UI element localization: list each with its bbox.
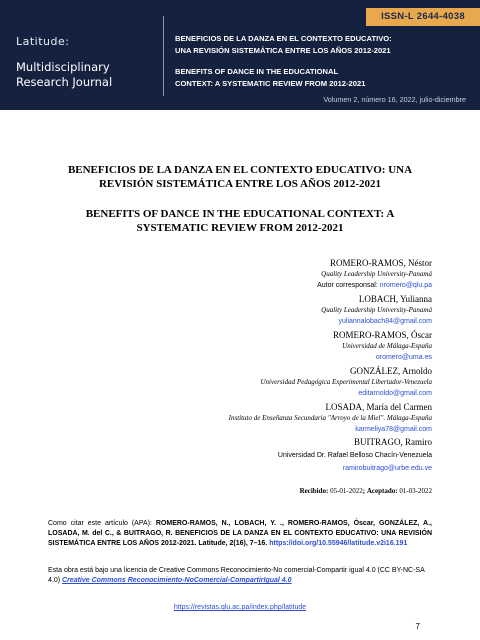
accepted-date: 01-03-2022	[399, 487, 432, 495]
license-text: Esta obra está bajo una licencia de Creative Commons Reconocimiento-No comercial-Compartir igual 4.0 (CC BY-NC-SA 4.0)	[48, 567, 425, 584]
author-email[interactable]: karmeliya78@gmail.com	[355, 426, 432, 433]
article-title-en-line1: BENEFITS OF DANCE IN THE EDUCATIONAL CONTEXT: A	[85, 208, 395, 220]
author-block-3	[333, 330, 432, 363]
author-email[interactable]: oromero@uma.es	[375, 354, 432, 361]
journal-brand-line2a: Multidisciplinary	[16, 60, 110, 74]
article-title-es-line2: REVISIÓN SISTEMÁTICA ENTRE LOS AÑOS 2012-2021	[98, 178, 382, 190]
journal-header-banner	[0, 0, 480, 110]
author-block-4	[260, 366, 432, 399]
author-affiliation: Quality Leadership University-Panamá	[321, 270, 432, 278]
author-email[interactable]: nromero@qlu.pa	[379, 282, 432, 289]
accepted-label: Aceptado:	[366, 487, 398, 495]
article-title-en	[40, 207, 440, 235]
article-title-en-line2: SYSTEMATIC REVIEW FROM 2012-2021	[136, 222, 344, 234]
author-name: BUITRAGO, Ramiro	[354, 437, 432, 447]
author-name: ROMERO-RAMOS, Óscar	[333, 330, 432, 340]
license-link[interactable]: Creative Commons Reconocimiento-NoComercial-CompartirIgual 4.0	[62, 577, 292, 584]
received-label: Recibido:	[299, 487, 329, 495]
header-title-en-line2: CONTEXT: A SYSTEMATIC REVIEW FROM 2012-2021	[175, 79, 366, 88]
citation-prefix: Como citar este artículo (APA):	[48, 520, 156, 527]
author-block-6	[278, 437, 432, 474]
author-block-5	[229, 402, 432, 435]
header-title-es-line1: BENEFICIOS DE LA DANZA EN EL CONTEXTO EDUCATIVO:	[175, 34, 392, 43]
header-title-es-line2: UNA REVISIÓN SISTEMÁTICA ENTRE LOS AÑOS 2012-2021	[175, 46, 391, 55]
journal-brand-line1: Latitude:	[16, 35, 70, 48]
author-block-1	[317, 258, 432, 291]
corresponding-label: Autor corresponsal:	[317, 282, 378, 289]
author-email[interactable]: yuliannalobach84@gmail.com	[338, 318, 432, 325]
article-title-es	[40, 163, 440, 191]
author-name: GONZÁLEZ, Arnoldo	[350, 366, 432, 376]
author-name: LOSADA, María del Carmen	[325, 402, 432, 412]
author-affiliation: Instituto de Enseñanza Secundaria "Arroyo de la Miel". Málaga-España	[228, 414, 432, 422]
article-title-es-line1: BENEFICIOS DE LA DANZA EN EL CONTEXTO EDUCATIVO: UNA	[67, 164, 413, 176]
corresponding-author	[317, 280, 432, 291]
page-number: 7	[415, 622, 420, 631]
journal-brand-line2b: Research Journal	[16, 75, 113, 89]
issn-badge: ISSN-L 2644-4038	[366, 8, 480, 26]
journal-brand-name	[16, 60, 112, 90]
received-date: 05-01-2022	[330, 487, 363, 495]
license-block	[48, 566, 432, 586]
received-accepted-dates: Recibido: 05-01-2022; Aceptado: 01-03-2022	[299, 487, 432, 495]
author-email[interactable]: editarnoldo@gmail.com	[358, 390, 432, 397]
journal-url-link[interactable]: https://revistas.qlu.ac.pa/index.php/latitude	[173, 604, 307, 611]
author-affiliation: Universidad de Málaga-España	[342, 342, 432, 350]
header-title-en-line1: BENEFITS OF DANCE IN THE EDUCATIONAL	[175, 67, 339, 76]
citation-text: ROMERO-RAMOS, N., LOBACH, Y. ., ROMERO-RAMOS, Óscar, GONZÁLEZ, A., LOSADA, M. del C., & BUITRAGO, R. BENEFICIOS DE LA DANZA EN EL CONTEXTO EDUCATIVO: UNA REVISIÓN SISTEMÁTICA ENTRE LOS AÑOS 2012-2021. Latitude, 2(16), 7–16.	[48, 520, 433, 547]
author-affiliation: Universidad Dr. Rafael Belloso Chacín-Venezuela	[277, 452, 432, 459]
header-divider	[163, 16, 164, 96]
volume-info: Volumen 2, número 16, 2022, julio-diciembre	[323, 95, 466, 104]
author-email[interactable]: ramirobuitrago@urbe.edu.ve	[342, 465, 432, 472]
author-affiliation: Universidad Pedagógica Experimental Libertador-Venezuela	[260, 378, 432, 386]
author-affiliation: Quality Leadership University-Panamá	[321, 306, 432, 314]
author-name: LOBACH, Yulianna	[358, 294, 432, 304]
citation-block	[48, 519, 432, 549]
author-name: ROMERO-RAMOS, Néstor	[329, 258, 432, 268]
doi-link[interactable]: https://doi.org/10.55946/latitude.v2i16.191	[269, 540, 408, 547]
author-block-2	[321, 294, 432, 327]
